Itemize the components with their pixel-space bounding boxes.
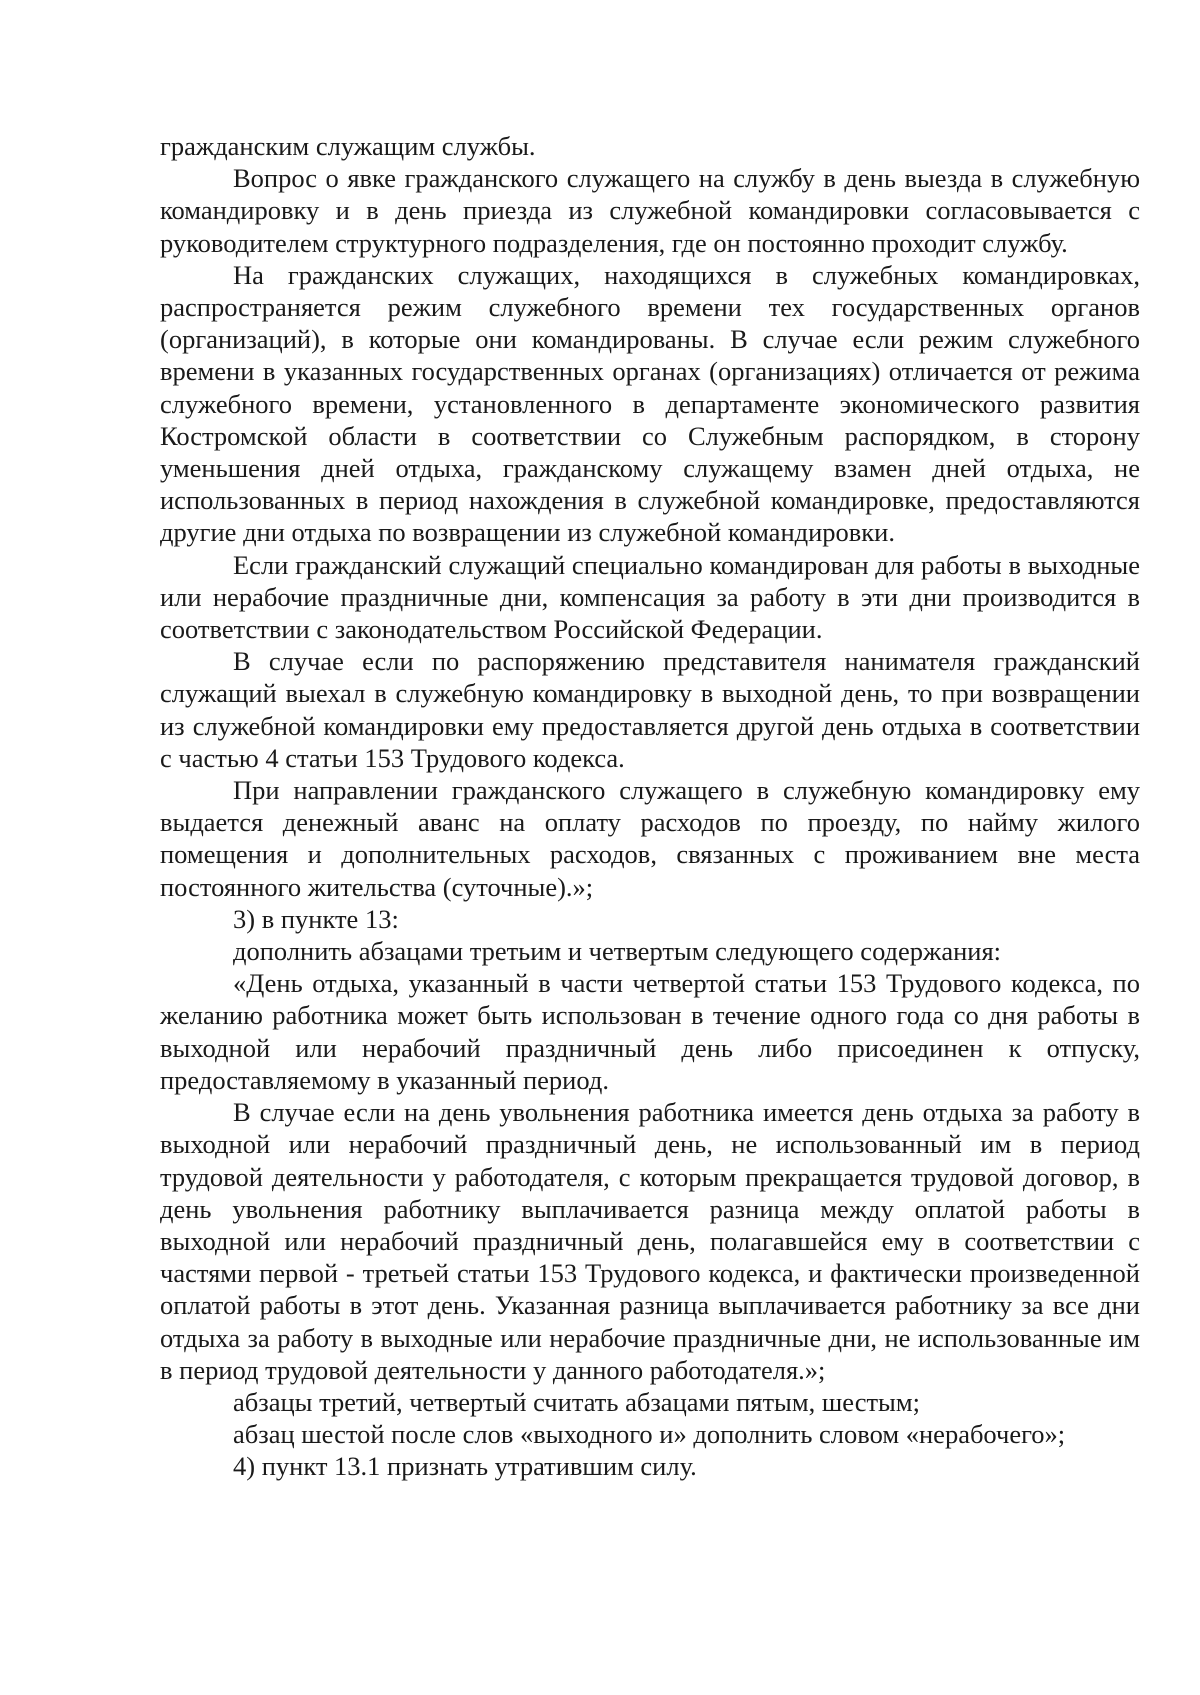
paragraph-amendment: абзац шестой после слов «выходного и» дополнить словом «нерабочего»;	[233, 1419, 1066, 1450]
paragraph-departure-day-off: В случае если по распоряжению представителя нанимателя гражданский служащий выехал в служебную командировку в выходной день, то при возвращении из служебной командировки ему предоставляется другой день отдыха в соответствии с частью 4 статьи 153 Трудового кодекса.	[160, 646, 1140, 773]
paragraph-item-4: 4) пункт 13.1 признать утратившим силу.	[233, 1451, 697, 1482]
paragraph-day-off-usage: «День отдыха, указанный в части четвертой статьи 153 Трудового кодекса, по желанию работника может быть использован в течение одного года со дня работы в выходной или нерабочий праздничный день либо присоединен к отпуску, предоставляемому в указанный период.	[160, 968, 1140, 1095]
paragraph-advance-payment: При направлении гражданского служащего в служебную командировку ему выдается денежный аванс на оплату расходов по проезду, по найму жилого помещения и дополнительных расходов, связанных с проживанием вне места постоянного жительства (суточные).»;	[160, 775, 1140, 902]
document-page	[160, 130, 1140, 1483]
paragraph-weekend-work: Если гражданский служащий специально командирован для работы в выходные или нерабочие праздничные дни, компенсация за работу в эти дни производится в соответствии с законодательством Российской Федерации.	[160, 549, 1140, 645]
paragraph-renumbering: абзацы третий, четвертый считать абзацами пятым, шестым;	[233, 1386, 920, 1417]
paragraph-work-schedule: На гражданских служащих, находящихся в служебных командировках, распространяется режим служебного времени тех государственных органов (организаций), в которые они командированы. В случае если режим служебного времени в указанных государственных органах (организациях) отличается от режима служебного времени, установленного в департаменте экономического развития Костромской области в соответствии со Служебным распорядком, в сторону уменьшения дней отдыха, гражданскому служащему взамен дней отдыха, не использованных в период нахождения в служебной командировке, предоставляются другие дни отдыха по возвращении из служебной командировки.	[160, 259, 1140, 548]
paragraph-attendance: Вопрос о явке гражданского служащего на службу в день выезда в служебную командировку и в день приезда из служебной командировки согласовывается с руководителем структурного подразделения, где он постоянно проходит службу.	[160, 163, 1140, 258]
paragraph-supplement: дополнить абзацами третьим и четвертым следующего содержания:	[233, 936, 1002, 967]
paragraph-dismissal-compensation: В случае если на день увольнения работника имеется день отдыха за работу в выходной или нерабочий праздничный день, не использованный им в период трудовой деятельности у работодателя, с которым прекращается трудовой договор, в день увольнения работнику выплачивается разница между оплатой работы в выходной или нерабочий праздничный день, полагавшейся ему в соответствии с частями первой - третьей статьи 153 Трудового кодекса, и фактически произведенной оплатой работы в этот день. Указанная разница выплачивается работнику за все дни отдыха за работу в выходные или нерабочие праздничные дни, не использованные им в период трудовой деятельности у данного работодателя.»;	[160, 1097, 1140, 1385]
paragraph-continuation: гражданским служащим службы.	[160, 131, 536, 161]
paragraph-item-3: 3) в пункте 13:	[233, 903, 399, 934]
